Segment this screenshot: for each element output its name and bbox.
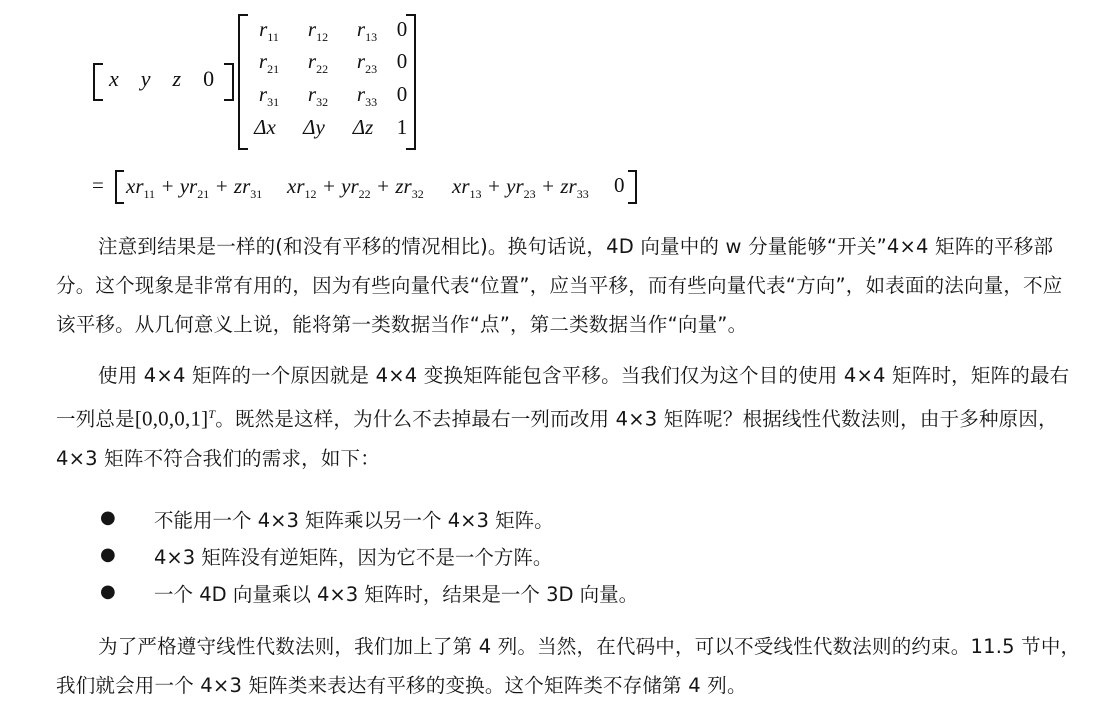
bullet-icon: ● [100, 544, 116, 565]
matrix-cell-r21: $r_{21}$ [258, 49, 280, 77]
row-vector-z: z [172, 66, 182, 91]
row-vector-right-bracket [224, 63, 234, 101]
matrix-cell-zero: 0 [396, 49, 408, 73]
paragraph-1: 注意到结果是一样的(和没有平移的情况相比)。换句话说，4D 向量中的 w 分量能够“开关”4×4 矩阵的平移部分。这个现象是非常有用的，因为有些向量代表“位置”，应当平移，而有些向量代表“方向”，如表面的法向量，不应该平移。从几何意义上说，能将第一类数据当作“点”，第二类数据当作“向量”。 [56, 235, 1063, 336]
matrix-cell-r12: $r_{12}$ [307, 17, 329, 45]
matrix-cell-dx: Δx [254, 115, 276, 139]
row-vector [109, 66, 214, 92]
matrix-cell-r11: $r_{11}$ [259, 17, 279, 45]
matrix-cell-r23: $r_{23}$ [356, 49, 378, 77]
paragraph-2-math: [0,0,0,1] [134, 406, 209, 431]
paragraph-2-text-a: 使用 4×4 矩阵的一个原因就是 4×4 变换矩阵能包含平移。当我们仅为这个目的使用 4×4 矩阵时，矩阵的最右一列总是 [56, 364, 1070, 431]
paragraph-2-transpose: T [208, 407, 216, 421]
bullet-icon: ● [100, 507, 116, 528]
result-term-2: $xr_{12} + yr_{22} + zr_{32}$ [287, 174, 424, 202]
list-item-text: 一个 4D 向量乘以 4×3 矩阵时，结果是一个 3D 向量。 [154, 583, 639, 606]
matrix-cell-r31: $r_{31}$ [258, 82, 280, 110]
result-term-4: 0 [614, 173, 625, 197]
matrix-cell-zero: 0 [396, 82, 408, 106]
matrix-cell-r22: $r_{22}$ [307, 49, 329, 77]
row-vector-x: x [109, 66, 119, 91]
result-left-bracket [115, 170, 124, 204]
row-vector-y: y [140, 66, 151, 91]
matrix-cell-r32: $r_{32}$ [307, 82, 329, 110]
paragraph-3: 为了严格遵守线性代数法则，我们加上了第 4 列。当然，在代码中，可以不受线性代数法则的约束。11.5 节中，我们就会用一个 4×3 矩阵类来表达有平移的变换。这个矩阵类不存储第 4 列。 [56, 635, 1081, 697]
paragraph-2 [56, 356, 1081, 478]
list-item-text: 不能用一个 4×3 矩阵乘以另一个 4×3 矩阵。 [154, 509, 554, 532]
result-term-3: $xr_{13} + yr_{23} + zr_{33}$ [452, 174, 589, 202]
matrix-cell-r33: $r_{33}$ [356, 82, 378, 110]
matrix-cell-r13: $r_{13}$ [356, 17, 378, 45]
result-right-bracket [628, 170, 637, 204]
matrix-cell-dz: Δz [352, 115, 374, 139]
matrix-cell-one: 1 [396, 115, 408, 139]
matrix-cell-dy: Δy [303, 115, 325, 139]
list-item-text: 4×3 矩阵没有逆矩阵，因为它不是一个方阵。 [154, 546, 553, 569]
paragraph-2-text-b: 。既然是这样，为什么不去掉最右一列而改用 4×3 矩阵呢？根据线性代数法则，由于多种原因，4×3 矩阵不符合我们的需求，如下： [56, 407, 1058, 470]
row-vector-w: 0 [203, 66, 215, 91]
result-term-1: $xr_{11} + yr_{21} + zr_{31}$ [126, 174, 263, 202]
row-vector-left-bracket [93, 63, 103, 101]
matrix-cell-zero: 0 [396, 17, 408, 41]
result-equals: = [92, 173, 104, 197]
bullet-icon: ● [100, 581, 116, 602]
